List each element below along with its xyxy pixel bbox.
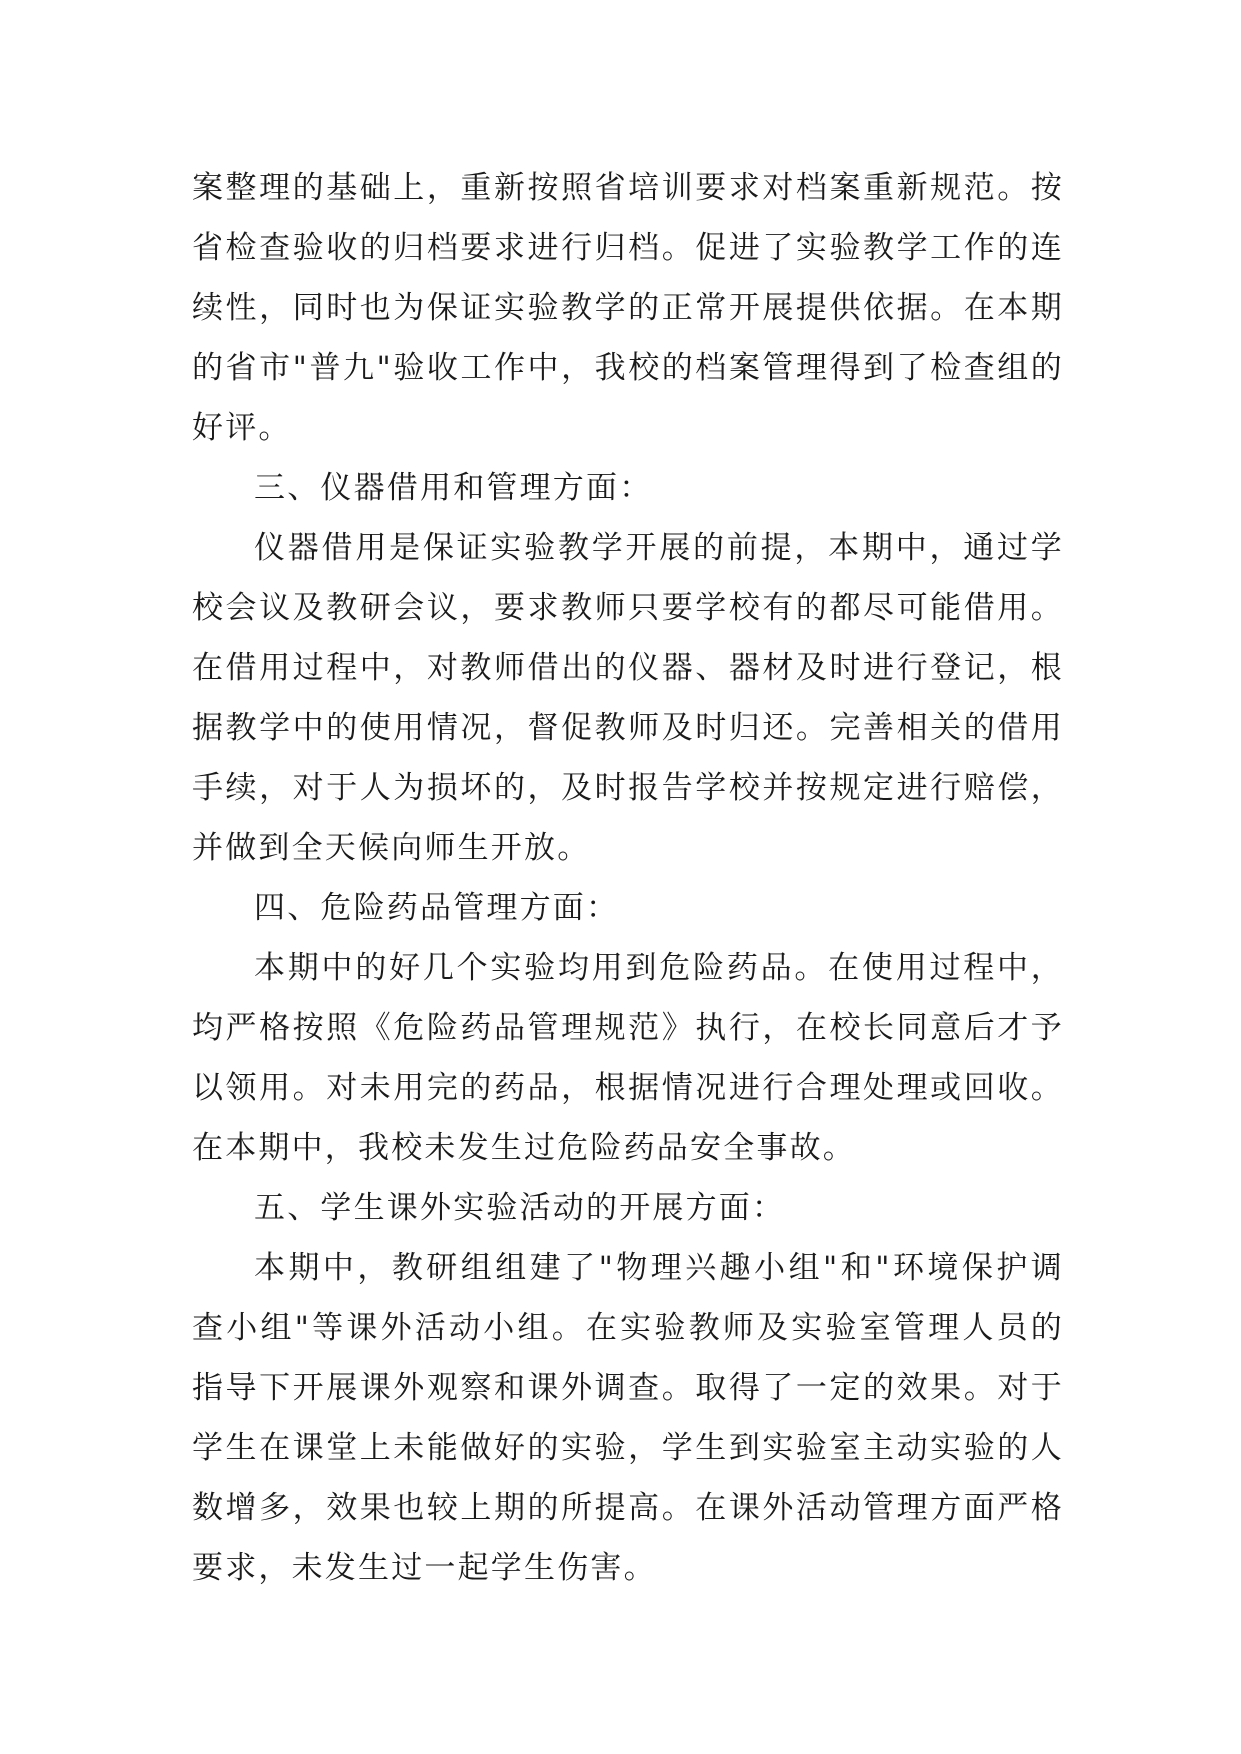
paragraph-extracurricular-experiments: 本期中，教研组组建了"物理兴趣小组"和"环境保护调查小组"等课外活动小组。在实验教师及实验室管理人员的指导下开展课外观察和课外调查。取得了一定的效果。对于学生在课堂上未能做好的实验，学生到实验室主动实验的人数增多，效果也较上期的所提高。在课外活动管理方面严格要求，未发生过一起学生伤害。 [192,1250,1064,1586]
paragraph-archive-management: 案整理的基础上，重新按照省培训要求对档案重新规范。按省检查验收的归档要求进行归档。促进了实验教学工作的连续性，同时也为保证实验教学的正常开展提供依据。在本期的省市"普九"验收工作中，我校的档案管理得到了检查组的好评。 [192,170,1064,446]
section-heading-instrument-lending: 三、仪器借用和管理方面： [254,470,653,506]
document-body [192,158,1064,1598]
section-heading-extracurricular-experiments: 五、学生课外实验活动的开展方面： [254,1190,786,1226]
section-heading-hazardous-chemicals: 四、危险药品管理方面： [254,890,620,926]
paragraph-instrument-lending: 仪器借用是保证实验教学开展的前提，本期中，通过学校会议及教研会议，要求教师只要学校有的都尽可能借用。在借用过程中，对教师借出的仪器、器材及时进行登记，根据教学中的使用情况，督促教师及时归还。完善相关的借用手续，对于人为损坏的，及时报告学校并按规定进行赔偿，并做到全天候向师生开放。 [192,530,1064,866]
paragraph-hazardous-chemicals: 本期中的好几个实验均用到危险药品。在使用过程中，均严格按照《危险药品管理规范》执行，在校长同意后才予以领用。对未用完的药品，根据情况进行合理处理或回收。在本期中，我校未发生过危险药品安全事故。 [192,950,1064,1166]
